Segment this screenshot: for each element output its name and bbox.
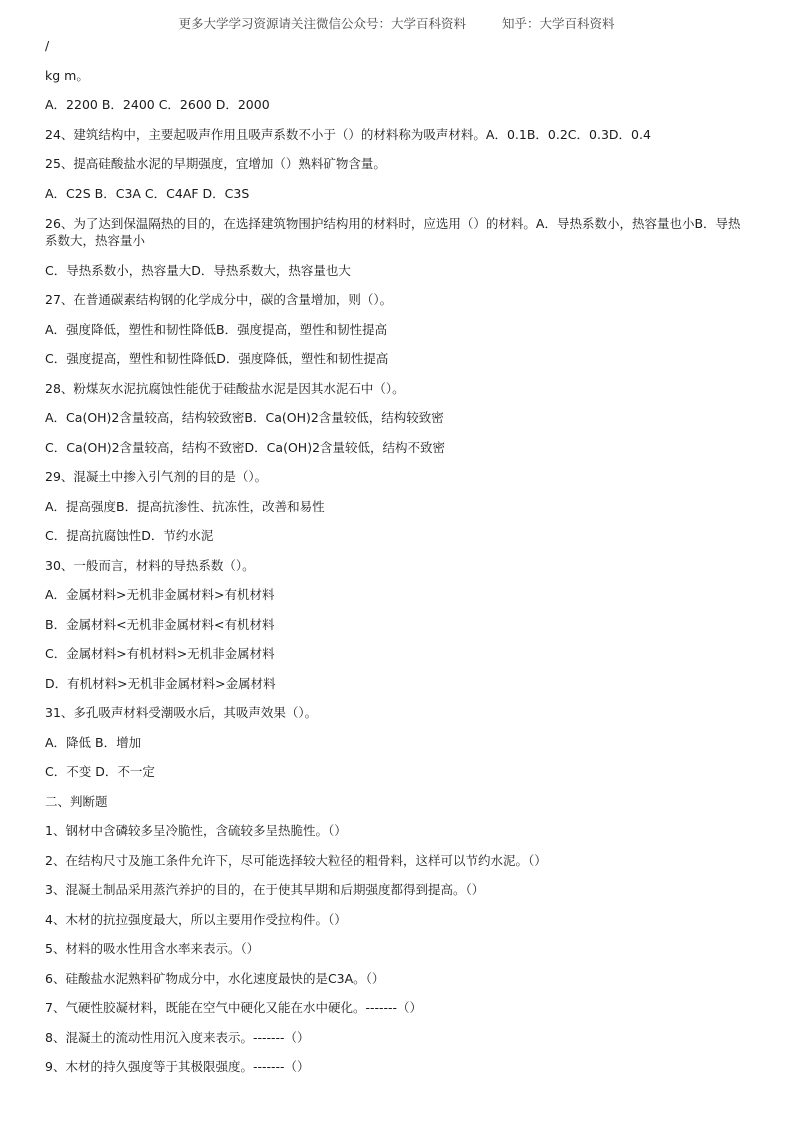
q30-option-d: D．有机材料>无机非金属材料>金属材料 <box>45 675 276 691</box>
q24-stem: 24、建筑结构中，主要起吸声作用且吸声系数不小于（）的材料称为吸声材料。A．0.1B．0.2C．0.3D．0.4 <box>45 126 651 142</box>
q31-options-cd: C．不变 D．不一定 <box>45 764 155 779</box>
q30-stem: 30、一般而言，材料的导热系数（）。 <box>45 557 255 573</box>
q27-stem: 27、在普通碳素结构钢的化学成分中，碳的含量增加，则（）。 <box>45 292 393 307</box>
header-zhihu-note: 知乎：大学百科资料 <box>502 16 615 31</box>
q25-stem: 25、提高硅酸盐水泥的早期强度，宜增加（）熟料矿物含量。 <box>45 156 386 171</box>
q26-stem: 26、为了达到保温隔热的目的，在选择建筑物围护结构用的材料时，应选用（）的材料。A．导热系数小，热容量也小B．导热系数大，热容量小 <box>45 216 741 248</box>
tf-item-1: 1、钢材中含磷较多呈冷脆性，含硫较多呈热脆性。（） <box>45 823 347 838</box>
q30-option-b: B．金属材料<无机非金属材料<有机材料 <box>45 616 275 632</box>
q27-options-ab: A．强度降低，塑性和韧性降低B．强度提高，塑性和韧性提高 <box>45 321 388 337</box>
tf-item-6: 6、硅酸盐水泥熟料矿物成分中，水化速度最快的是C3A。（） <box>45 970 385 986</box>
q27-options-cd: C．强度提高，塑性和韧性降低D．强度降低，塑性和韧性提高 <box>45 351 389 366</box>
q26-options: C．导热系数小，热容量大D．导热系数大，热容量也大 <box>45 262 351 278</box>
text-line-slash: / <box>45 38 50 53</box>
q28-options-cd: C．Ca(OH)2含量较高，结构不致密D．Ca(OH)2含量较低，结构不致密 <box>45 439 446 455</box>
tf-item-9: 9、木材的持久强度等于其极限强度。-------（） <box>45 1059 310 1074</box>
document-body <box>45 38 750 1089</box>
q30-option-c: C．金属材料>有机材料>无机非金属材料 <box>45 646 275 661</box>
q28-stem: 28、粉煤灰水泥抗腐蚀性能优于硅酸盐水泥是因其水泥石中（）。 <box>45 380 405 396</box>
q25-options: A．C2S B．C3A C．C4AF D．C3S <box>45 185 250 201</box>
q28-options-ab: A．Ca(OH)2含量较高，结构较致密B．Ca(OH)2含量较低，结构较致密 <box>45 410 444 425</box>
tf-item-3: 3、混凝土制品采用蒸汽养护的目的，在于使其早期和后期强度都得到提高。（） <box>45 882 485 897</box>
q29-options-cd: C．提高抗腐蚀性D．节约水泥 <box>45 528 214 543</box>
q29-options-ab: A．提高强度B．提高抗渗性、抗冻性，改善和易性 <box>45 498 325 514</box>
q30-option-a: A．金属材料>无机非金属材料>有机材料 <box>45 587 275 602</box>
text-line-unit: kg m。 <box>45 67 89 83</box>
page-header <box>0 14 793 32</box>
tf-item-4: 4、木材的抗拉强度最大，所以主要用作受拉构件。（） <box>45 911 347 927</box>
header-wechat-note: 更多大学学习资源请关注微信公众号：大学百科资料 <box>178 16 466 31</box>
section-heading-true-false: 二、判断题 <box>45 793 108 809</box>
q31-stem: 31、多孔吸声材料受潮吸水后，其吸声效果（）。 <box>45 705 318 720</box>
tf-item-8: 8、混凝土的流动性用沉入度来表示。-------（） <box>45 1029 310 1045</box>
tf-item-2: 2、在结构尺寸及施工条件允许下，尽可能选择较大粒径的粗骨料，这样可以节约水泥。（） <box>45 852 547 868</box>
q23-options: A．2200 B．2400 C．2600 D．2000 <box>45 97 270 112</box>
q31-options-ab: A．降低 B．增加 <box>45 734 142 750</box>
q29-stem: 29、混凝土中掺入引气剂的目的是（）。 <box>45 469 268 484</box>
tf-item-5: 5、材料的吸水性用含水率来表示。（） <box>45 941 260 956</box>
tf-item-7: 7、气硬性胶凝材料，既能在空气中硬化又能在水中硬化。-------（） <box>45 1000 423 1015</box>
